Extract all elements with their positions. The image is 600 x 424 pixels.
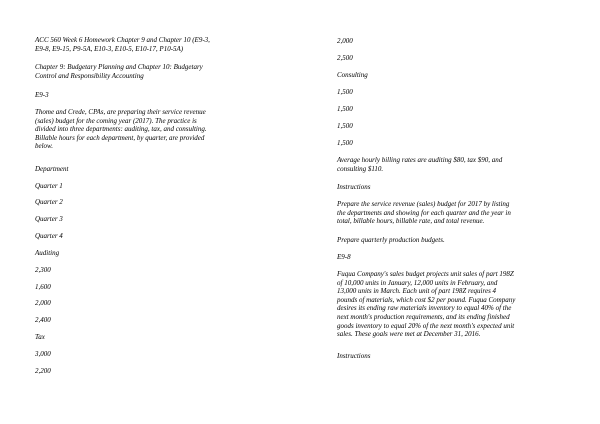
e9-8-text-line-5: desires its ending raw materials inventory to equal 40% of the bbox=[337, 304, 512, 313]
e9-8-text-line-1: Fuqua Company's sales budget projects unit sales of part 198Z bbox=[337, 270, 514, 278]
tax-label: Tax bbox=[35, 333, 45, 341]
e9-8-text-line-8: sales. These goals were met at December 31, 2016. bbox=[337, 330, 481, 339]
e9-3-text-line-4: Billable hours for each department, by quarter, are provided bbox=[35, 133, 205, 142]
auditing-value: 2,000 bbox=[35, 299, 51, 307]
e9-8-text-line-7: goods inventory to equal 20% of the next month's expected unit bbox=[337, 321, 515, 330]
instructions-label: Instructions bbox=[337, 183, 371, 191]
e9-8-heading: E9-8 bbox=[337, 253, 351, 261]
consulting-value: 1,500 bbox=[337, 105, 353, 113]
billing-rates-line-1: Average hourly billing rates are auditing $80, tax $90, and bbox=[337, 156, 503, 164]
tax-value: 2,000 bbox=[337, 37, 353, 45]
quarter-2-label: Quarter 2 bbox=[35, 198, 63, 206]
tax-value: 2,500 bbox=[337, 54, 353, 62]
tax-value: 2,200 bbox=[35, 367, 51, 375]
department-label: Department bbox=[35, 165, 69, 173]
production-budgets-text: Prepare quarterly production budgets. bbox=[337, 236, 445, 244]
e9-3-text-line-2: (sales) budget for the coming year (2017). The practice is bbox=[35, 116, 197, 125]
auditing-value: 2,400 bbox=[35, 316, 51, 324]
quarter-4-label: Quarter 4 bbox=[35, 232, 63, 240]
subtitle-line-1: Chapter 9: Budgetary Planning and Chapter 10: Budgetary bbox=[35, 63, 203, 71]
e9-8-text-line-6: next month's production requirements, and its ending finished bbox=[337, 313, 510, 321]
e9-3-text-line-5: below. bbox=[35, 142, 53, 151]
e9-3-text-line-1: Thome and Crede, CPAs, are preparing their service revenue bbox=[35, 108, 206, 116]
auditing-label: Auditing bbox=[35, 249, 60, 257]
e9-8-text-line-3: 13,000 units in March. Each unit of part 198Z requires 4 bbox=[337, 287, 497, 296]
e9-3-text-line-3: divided into three departments: auditing, tax, and consulting. bbox=[35, 125, 207, 134]
title-line-1: ACC 560 Week 6 Homework Chapter 9 and Chapter 10 (E9-3, bbox=[35, 36, 210, 44]
title-line-2: E9-8, E9-15, P9-5A, E10-3, E10-5, E10-17, P10-5A) bbox=[35, 44, 184, 53]
instructions-label: Instructions bbox=[337, 352, 371, 360]
auditing-value: 1,600 bbox=[35, 283, 51, 291]
instructions-text-line-1: Prepare the service revenue (sales) budget for 2017 by listing bbox=[337, 200, 510, 208]
subtitle-line-2: Control and Responsibility Accounting bbox=[35, 71, 144, 80]
quarter-3-label: Quarter 3 bbox=[35, 215, 63, 223]
consulting-value: 1,500 bbox=[337, 122, 353, 130]
tax-value: 3,000 bbox=[35, 350, 51, 358]
quarter-1-label: Quarter 1 bbox=[35, 182, 63, 190]
e9-8-text-line-4: pounds of materials, which cost $2 per pound. Fuqua Company bbox=[337, 295, 516, 304]
consulting-value: 1,500 bbox=[337, 139, 353, 147]
e9-8-text-line-2: of 10,000 units in January, 12,000 units in February, and bbox=[337, 278, 498, 287]
instructions-text-line-2: the departments and showing for each quarter and the year in bbox=[337, 208, 511, 217]
instructions-text-line-3: total, billable hours, billable rate, and total revenue. bbox=[337, 217, 485, 226]
consulting-label: Consulting bbox=[337, 71, 368, 79]
auditing-value: 2,300 bbox=[35, 266, 51, 274]
consulting-value: 1,500 bbox=[337, 88, 353, 96]
billing-rates-line-2: consulting $110. bbox=[337, 164, 384, 173]
e9-3-heading: E9-3 bbox=[35, 91, 49, 99]
